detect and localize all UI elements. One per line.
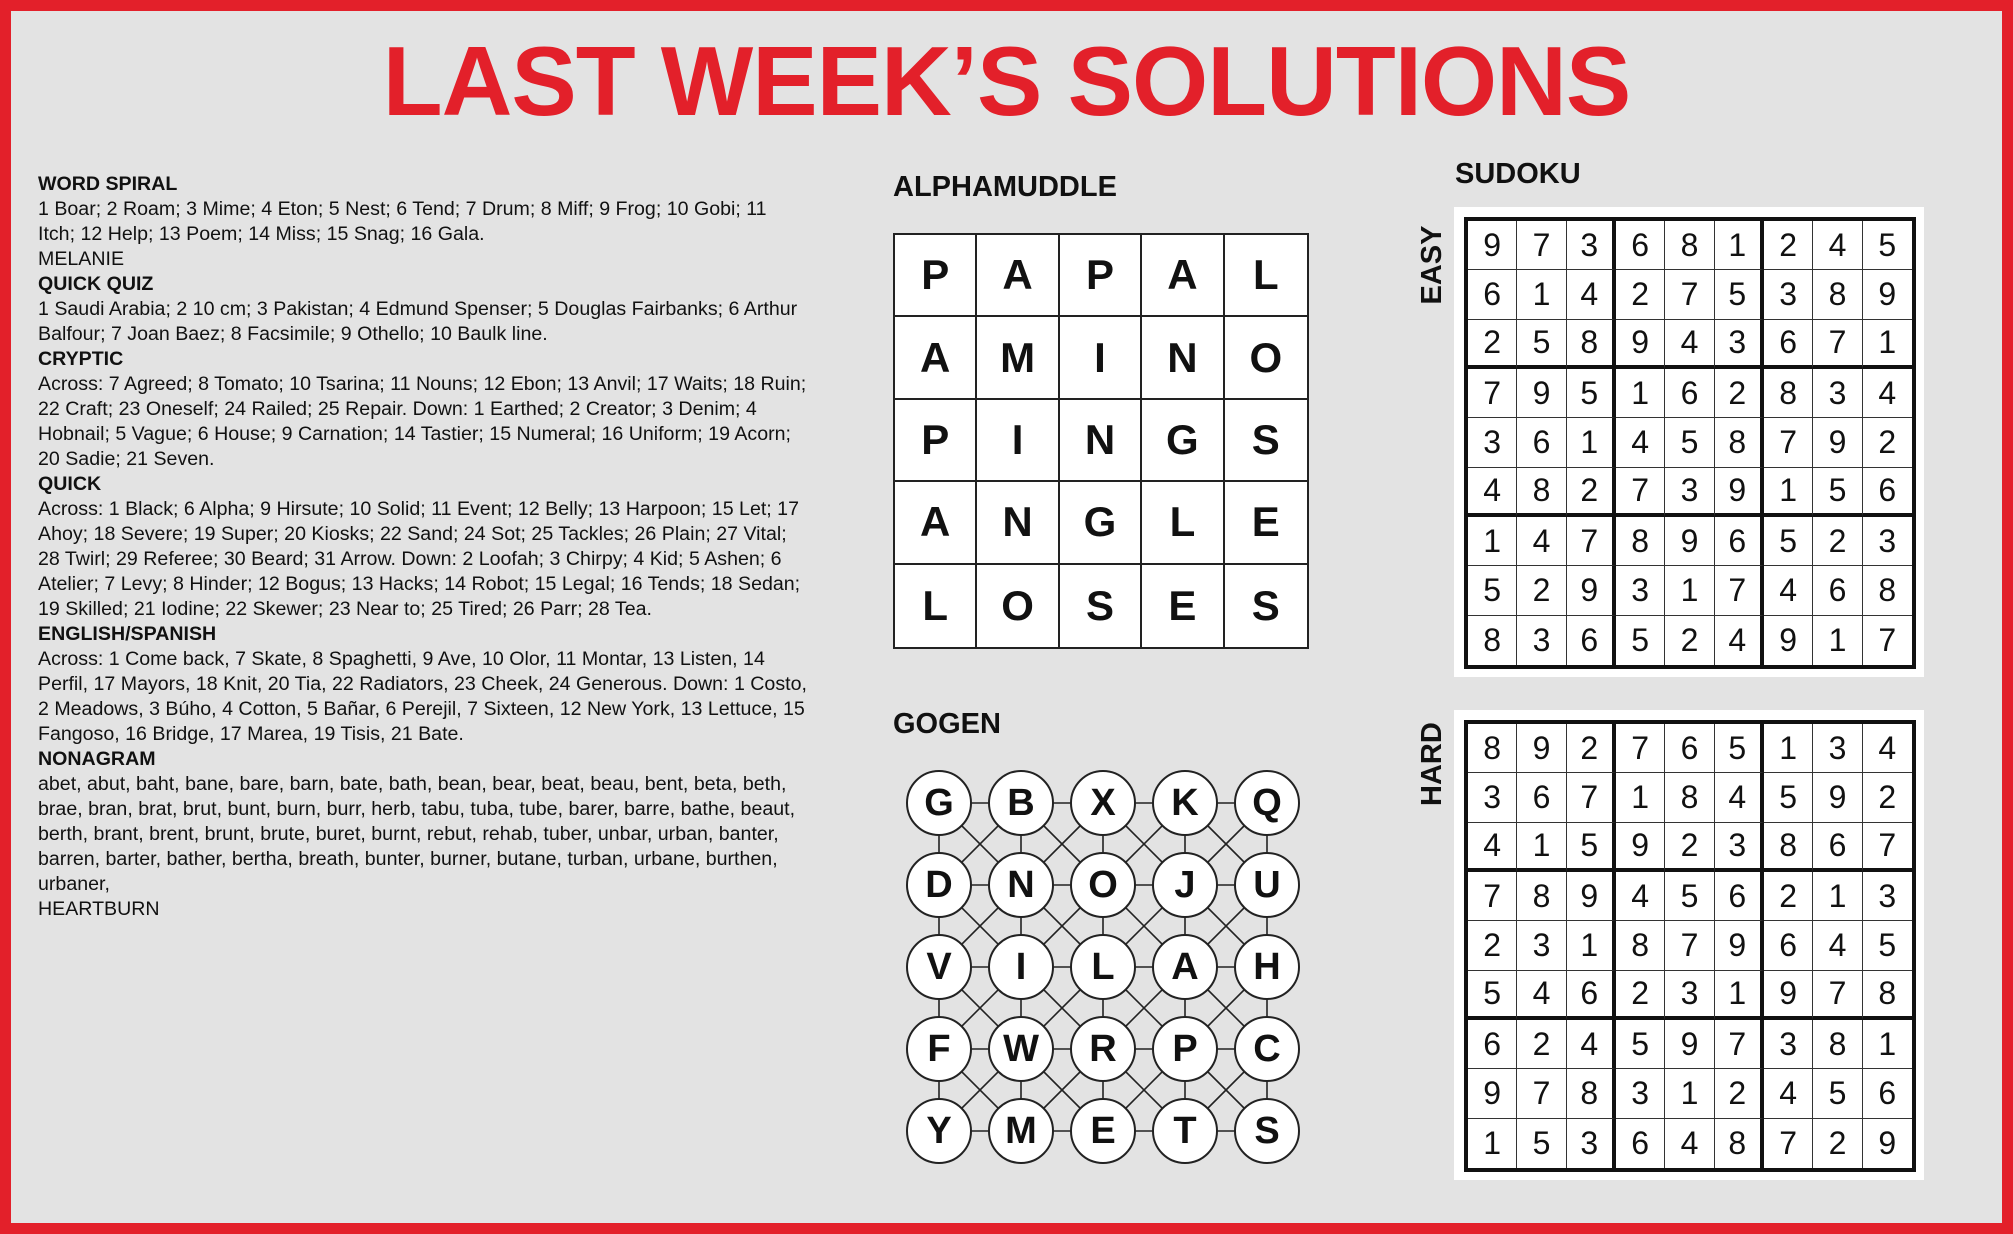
- sudoku-easy-cell: 4: [1567, 270, 1616, 319]
- sudoku-easy-cell: 5: [1517, 320, 1566, 369]
- alphamuddle-label: ALPHAMUDDLE: [893, 171, 1117, 203]
- section-heading: CRYPTIC: [38, 348, 124, 370]
- sudoku-hard-cell: 7: [1517, 1069, 1566, 1118]
- sudoku-hard-cell: 6: [1764, 921, 1813, 970]
- gogen-letter: Y: [926, 1109, 952, 1152]
- sudoku-easy-panel: [1454, 207, 1924, 677]
- gogen-letter: F: [927, 1027, 951, 1070]
- section-body: 1 Boar; 2 Roam; 3 Mime; 4 Eton; 5 Nest; 6 Tend; 7 Drum; 8 Miff; 9 Frog; 10 Gobi; 11 Itch; 12 Help; 13 Poem; 14 Miss; 15 Snag; 16 Gala.: [38, 198, 767, 245]
- sudoku-easy-cell: 1: [1468, 517, 1517, 566]
- sudoku-easy-cell: 6: [1715, 517, 1764, 566]
- section-body: Across: 1 Black; 6 Alpha; 9 Hirsute; 10 Solid; 11 Event; 12 Belly; 13 Harpoon; 15 Let; 17 Ahoy; 18 Severe; 19 Super; 20 Kiosks; 22 Sand; 24 Sot; 25 Tackles; 26 Plain; 27 Vital; 28 Twirl; 29 Referee; 30 Beard; 31 Arrow. Down: 2 Loofah; 3 Chirpy; 4 Kid; 5 Ashen; 6 Atelier; 7 Levy; 8 Hinder; 12 Bogus; 13 Hacks; 14 Robot; 15 Legal; 16 Tends; 18 Sedan; 19 Skilled; 21 Iodine; 22 Skewer; 23 Near to; 25 Tired; 26 Parr; 28 Tea.: [38, 498, 801, 620]
- sudoku-hard-cell: 1: [1715, 971, 1764, 1020]
- section-heading: WORD SPIRAL: [38, 173, 178, 195]
- sudoku-easy-cell: 3: [1468, 418, 1517, 467]
- sudoku-easy-cell: 3: [1616, 566, 1665, 615]
- section-heading: QUICK QUIZ: [38, 273, 154, 295]
- sudoku-hard-cell: 1: [1517, 823, 1566, 872]
- gogen-letter: H: [1253, 945, 1281, 988]
- alphamuddle-cell: E: [1142, 565, 1224, 647]
- sudoku-hard-cell: 6: [1863, 1069, 1912, 1118]
- alphamuddle-cell: G: [1142, 400, 1224, 482]
- sudoku-hard-cell: 7: [1863, 823, 1912, 872]
- gogen-letter: D: [925, 863, 953, 906]
- sudoku-hard-cell: 4: [1715, 773, 1764, 822]
- alphamuddle-cell: P: [1060, 235, 1142, 317]
- sudoku-hard-cell: 4: [1567, 1020, 1616, 1069]
- sudoku-easy-cell: 1: [1616, 369, 1665, 418]
- alphamuddle-cell: G: [1060, 482, 1142, 564]
- alphamuddle-cell: N: [1142, 317, 1224, 399]
- sudoku-hard-cell: 8: [1616, 921, 1665, 970]
- sudoku-easy-cell: 7: [1863, 616, 1912, 665]
- sudoku-easy-cell: 9: [1616, 320, 1665, 369]
- sudoku-hard-cell: 7: [1468, 872, 1517, 921]
- sudoku-easy-cell: 9: [1468, 221, 1517, 270]
- sudoku-easy-cell: 1: [1715, 221, 1764, 270]
- alphamuddle-cell: O: [977, 565, 1059, 647]
- alphamuddle-cell: N: [977, 482, 1059, 564]
- sudoku-easy-cell: 7: [1616, 468, 1665, 517]
- sudoku-easy-cell: 3: [1715, 320, 1764, 369]
- sudoku-hard-cell: 2: [1616, 971, 1665, 1020]
- sudoku-hard-cell: 7: [1665, 921, 1714, 970]
- sudoku-hard-cell: 8: [1665, 773, 1714, 822]
- sudoku-easy-cell: 6: [1616, 221, 1665, 270]
- gogen-letter: X: [1090, 781, 1116, 824]
- gogen-letter: K: [1171, 781, 1199, 824]
- sudoku-hard-cell: 3: [1468, 773, 1517, 822]
- sudoku-easy-cell: 5: [1567, 369, 1616, 418]
- gogen-letter: O: [1088, 863, 1118, 906]
- sudoku-hard-cell: 6: [1813, 823, 1862, 872]
- sudoku-hard-cell: 6: [1517, 773, 1566, 822]
- alphamuddle-cell: N: [1060, 400, 1142, 482]
- sudoku-hard-cell: 9: [1567, 872, 1616, 921]
- sudoku-easy-cell: 4: [1764, 566, 1813, 615]
- alphamuddle-grid: [893, 233, 1309, 649]
- sudoku-hard-cell: 4: [1863, 724, 1912, 773]
- sudoku-hard-cell: 1: [1567, 921, 1616, 970]
- sudoku-hard-cell: 2: [1863, 773, 1912, 822]
- section-heading: QUICK: [38, 473, 102, 495]
- gogen-letter: A: [1171, 945, 1199, 988]
- sudoku-easy-cell: 8: [1616, 517, 1665, 566]
- sudoku-hard-cell: 8: [1715, 1119, 1764, 1168]
- sudoku-easy-cell: 2: [1517, 566, 1566, 615]
- sudoku-hard-cell: 7: [1813, 971, 1862, 1020]
- sudoku-easy-cell: 9: [1517, 369, 1566, 418]
- sudoku-easy-cell: 9: [1863, 270, 1912, 319]
- sudoku-hard-cell: 2: [1468, 921, 1517, 970]
- section-answer: MELANIE: [38, 248, 125, 270]
- sudoku-easy-cell: 9: [1665, 517, 1714, 566]
- sudoku-easy-cell: 5: [1764, 517, 1813, 566]
- sudoku-hard-cell: 3: [1715, 823, 1764, 872]
- sudoku-easy-cell: 1: [1863, 320, 1912, 369]
- sudoku-easy-cell: 5: [1468, 566, 1517, 615]
- alphamuddle-cell: M: [977, 317, 1059, 399]
- sudoku-easy-cell: 2: [1715, 369, 1764, 418]
- gogen-letter: V: [926, 945, 952, 988]
- sudoku-easy-cell: 4: [1517, 517, 1566, 566]
- sudoku-easy-cell: 3: [1567, 221, 1616, 270]
- sudoku-easy-cell: 4: [1616, 418, 1665, 467]
- sudoku-easy-cell: 8: [1764, 369, 1813, 418]
- sudoku-easy-cell: 4: [1863, 369, 1912, 418]
- sudoku-hard-cell: 9: [1616, 823, 1665, 872]
- sudoku-easy-cell: 9: [1813, 418, 1862, 467]
- sudoku-hard-label: HARD: [1416, 722, 1448, 806]
- alphamuddle-cell: A: [977, 235, 1059, 317]
- sudoku-hard-cell: 2: [1813, 1119, 1862, 1168]
- sudoku-hard-cell: 2: [1764, 872, 1813, 921]
- gogen-letter: P: [1172, 1027, 1198, 1070]
- sudoku-easy-cell: 6: [1813, 566, 1862, 615]
- gogen-letter: W: [1003, 1027, 1039, 1070]
- gogen-letter: U: [1253, 863, 1281, 906]
- sudoku-easy-label: EASY: [1416, 225, 1448, 305]
- alphamuddle-cell: P: [895, 400, 977, 482]
- sudoku-hard-cell: 2: [1665, 823, 1714, 872]
- sudoku-hard-cell: 8: [1468, 724, 1517, 773]
- sudoku-easy-cell: 3: [1863, 517, 1912, 566]
- section-word-spiral: [38, 172, 808, 272]
- sudoku-easy-cell: 8: [1567, 320, 1616, 369]
- gogen-letter: C: [1253, 1027, 1281, 1070]
- alphamuddle-cell: S: [1225, 400, 1307, 482]
- section-heading: ENGLISH/SPANISH: [38, 623, 217, 645]
- gogen-letter: N: [1007, 863, 1035, 906]
- sudoku-hard-cell: 9: [1715, 921, 1764, 970]
- sudoku-easy-cell: 7: [1517, 221, 1566, 270]
- sudoku-hard-cell: 8: [1567, 1069, 1616, 1118]
- sudoku-hard-cell: 7: [1764, 1119, 1813, 1168]
- sudoku-easy-cell: 6: [1764, 320, 1813, 369]
- sudoku-easy-cell: 8: [1665, 221, 1714, 270]
- sudoku-hard-cell: 6: [1567, 971, 1616, 1020]
- sudoku-easy-cell: 4: [1468, 468, 1517, 517]
- sudoku-hard-cell: 8: [1863, 971, 1912, 1020]
- sudoku-hard-cell: 3: [1764, 1020, 1813, 1069]
- sudoku-hard-cell: 5: [1764, 773, 1813, 822]
- sudoku-hard-cell: 4: [1813, 921, 1862, 970]
- sudoku-easy-cell: 5: [1715, 270, 1764, 319]
- section-english-spanish: [38, 622, 808, 747]
- sudoku-hard-cell: 3: [1517, 921, 1566, 970]
- sudoku-easy-cell: 7: [1764, 418, 1813, 467]
- sudoku-easy-cell: 7: [1567, 517, 1616, 566]
- sudoku-hard-cell: 9: [1863, 1119, 1912, 1168]
- sudoku-hard-cell: 5: [1813, 1069, 1862, 1118]
- sudoku-easy-cell: 2: [1616, 270, 1665, 319]
- sudoku-easy-cell: 5: [1813, 468, 1862, 517]
- sudoku-hard-cell: 1: [1764, 724, 1813, 773]
- sudoku-hard-cell: 8: [1517, 872, 1566, 921]
- sudoku-easy-cell: 1: [1813, 616, 1862, 665]
- alphamuddle-cell: I: [977, 400, 1059, 482]
- section-answer: HEARTBURN: [38, 898, 160, 920]
- gogen-letter: B: [1007, 781, 1035, 824]
- sudoku-hard-cell: 1: [1813, 872, 1862, 921]
- sudoku-easy-cell: 8: [1813, 270, 1862, 319]
- gogen-letter: I: [1015, 945, 1027, 988]
- sudoku-hard-cell: 9: [1813, 773, 1862, 822]
- gogen-grid: [898, 762, 1308, 1172]
- alphamuddle-cell: A: [895, 317, 977, 399]
- sudoku-hard-cell: 5: [1665, 872, 1714, 921]
- sudoku-hard-cell: 5: [1468, 971, 1517, 1020]
- sudoku-easy-cell: 2: [1863, 418, 1912, 467]
- section-body: abet, abut, baht, bane, bare, barn, bate, bath, bean, bear, beat, beau, bent, beta, beth, brae, bran, brat, brut, bunt, burn, burr, herb, tabu, tuba, tube, barer, barre, bathe, beaut, berth, brant, brent, brunt, brute, buret, burnt, rebut, rehab, tuber, unbar, urban, banter, barren, barter, bather, bertha, breath, bunter, burner, butane, turban, urbane, burthen, urbaner,: [38, 773, 796, 895]
- section-heading: NONAGRAM: [38, 748, 156, 770]
- gogen-label: GOGEN: [893, 708, 1001, 740]
- sudoku-easy-cell: 9: [1715, 468, 1764, 517]
- alphamuddle-cell: S: [1060, 565, 1142, 647]
- sudoku-easy-cell: 3: [1813, 369, 1862, 418]
- sudoku-hard-cell: 5: [1863, 921, 1912, 970]
- sudoku-hard-cell: 1: [1616, 773, 1665, 822]
- sudoku-easy-cell: 9: [1567, 566, 1616, 615]
- sudoku-hard-cell: 1: [1468, 1119, 1517, 1168]
- alphamuddle-cell: I: [1060, 317, 1142, 399]
- gogen-letter: G: [924, 781, 954, 824]
- sudoku-easy-cell: 1: [1517, 270, 1566, 319]
- sudoku-hard-cell: 8: [1764, 823, 1813, 872]
- alphamuddle-cell: P: [895, 235, 977, 317]
- section-quick: [38, 472, 808, 622]
- sudoku-hard-cell: 6: [1468, 1020, 1517, 1069]
- sudoku-hard-cell: 4: [1764, 1069, 1813, 1118]
- section-nonagram: [38, 747, 808, 922]
- sudoku-easy-cell: 2: [1567, 468, 1616, 517]
- sudoku-hard-cell: 5: [1517, 1119, 1566, 1168]
- sudoku-easy-cell: 6: [1863, 468, 1912, 517]
- sudoku-easy-cell: 6: [1468, 270, 1517, 319]
- sudoku-easy-cell: 2: [1764, 221, 1813, 270]
- sudoku-easy-cell: 5: [1616, 616, 1665, 665]
- alphamuddle-cell: A: [895, 482, 977, 564]
- section-body: Across: 1 Come back, 7 Skate, 8 Spaghetti, 9 Ave, 10 Olor, 11 Montar, 13 Listen, 14 Perfil, 17 Mayors, 18 Knit, 20 Tia, 22 Radiators, 23 Cheek, 24 Generous. Down: 1 Costo, 2 Meadows, 3 Búho, 4 Cotton, 5 Bañar, 6 Perejil, 7 Sixteen, 12 New York, 13 Lettuce, 15 Fangoso, 16 Bridge, 17 Marea, 19 Tisis, 21 Bate.: [38, 648, 807, 745]
- sudoku-hard-cell: 9: [1764, 971, 1813, 1020]
- sudoku-easy-cell: 9: [1764, 616, 1813, 665]
- sudoku-hard-cell: 3: [1567, 1119, 1616, 1168]
- sudoku-easy-cell: 5: [1863, 221, 1912, 270]
- sudoku-easy-cell: 6: [1665, 369, 1714, 418]
- sudoku-hard-cell: 3: [1813, 724, 1862, 773]
- gogen-letter: L: [1091, 945, 1115, 988]
- alphamuddle-cell: S: [1251, 581, 1280, 629]
- gogen-letter: S: [1254, 1109, 1280, 1152]
- sudoku-hard-cell: 5: [1567, 823, 1616, 872]
- gogen-letter: R: [1089, 1027, 1117, 1070]
- sudoku-hard-cell: 5: [1616, 1020, 1665, 1069]
- sudoku-hard-cell: 4: [1468, 823, 1517, 872]
- sudoku-easy-grid: [1464, 217, 1916, 669]
- sudoku-hard-cell: 6: [1715, 872, 1764, 921]
- sudoku-easy-cell: 7: [1468, 369, 1517, 418]
- sudoku-hard-cell: 4: [1665, 1119, 1714, 1168]
- sudoku-easy-cell: 6: [1517, 418, 1566, 467]
- sudoku-hard-cell: 2: [1567, 724, 1616, 773]
- page-title: LAST WEEK’S SOLUTIONS: [382, 26, 1631, 136]
- gogen-letter: E: [1090, 1109, 1116, 1152]
- sudoku-hard-cell: 3: [1863, 872, 1912, 921]
- sudoku-hard-cell: 6: [1616, 1119, 1665, 1168]
- alphamuddle-cell: A: [1142, 235, 1224, 317]
- sudoku-hard-cell: 9: [1468, 1069, 1517, 1118]
- sudoku-hard-cell: 2: [1517, 1020, 1566, 1069]
- sudoku-label: SUDOKU: [1455, 158, 1581, 190]
- alphamuddle-cell: O: [1225, 317, 1307, 399]
- sudoku-hard-cell: 4: [1517, 971, 1566, 1020]
- sudoku-easy-cell: 4: [1813, 221, 1862, 270]
- section-quick-quiz: [38, 272, 808, 347]
- alphamuddle-cell: E: [1225, 482, 1307, 564]
- sudoku-easy-cell: 8: [1517, 468, 1566, 517]
- sudoku-hard-panel: [1454, 710, 1924, 1180]
- sudoku-hard-grid: [1464, 720, 1916, 1172]
- sudoku-hard-cell: 9: [1517, 724, 1566, 773]
- sudoku-hard-cell: 6: [1665, 724, 1714, 773]
- sudoku-hard-cell: 5: [1715, 724, 1764, 773]
- sudoku-easy-cell: 2: [1468, 320, 1517, 369]
- section-body: Across: 7 Agreed; 8 Tomato; 10 Tsarina; 11 Nouns; 12 Ebon; 13 Anvil; 17 Waits; 18 Ruin; 22 Craft; 23 Oneself; 24 Railed; 25 Repair. Down: 1 Earthed; 2 Creator; 3 Denim; 4 Hobnail; 5 Vague; 6 House; 9 Carnation; 14 Tastier; 15 Numeral; 16 Uniform; 19 Acorn; 20 Sadie; 21 Seven.: [38, 373, 807, 470]
- alphamuddle-cell: L: [1142, 482, 1224, 564]
- gogen-letter: Q: [1252, 781, 1282, 824]
- solutions-text-column: [38, 172, 808, 922]
- sudoku-easy-cell: 1: [1665, 566, 1714, 615]
- sudoku-easy-cell: 5: [1665, 418, 1714, 467]
- section-cryptic: [38, 347, 808, 472]
- section-body: 1 Saudi Arabia; 2 10 cm; 3 Pakistan; 4 Edmund Spenser; 5 Douglas Fairbanks; 6 Arthur Balfour; 7 Joan Baez; 8 Facsimile; 9 Othello; 10 Baulk line.: [38, 298, 798, 345]
- sudoku-easy-cell: 8: [1863, 566, 1912, 615]
- sudoku-easy-cell: 3: [1764, 270, 1813, 319]
- sudoku-easy-cell: 2: [1665, 616, 1714, 665]
- sudoku-easy-cell: 7: [1813, 320, 1862, 369]
- sudoku-easy-cell: 6: [1567, 616, 1616, 665]
- gogen-letter: M: [1005, 1109, 1037, 1152]
- sudoku-easy-cell: 1: [1764, 468, 1813, 517]
- sudoku-easy-cell: 4: [1665, 320, 1714, 369]
- sudoku-easy-cell: 7: [1665, 270, 1714, 319]
- sudoku-hard-cell: 1: [1665, 1069, 1714, 1118]
- sudoku-hard-cell: 8: [1813, 1020, 1862, 1069]
- sudoku-hard-cell: 2: [1715, 1069, 1764, 1118]
- gogen-letter: J: [1174, 863, 1196, 906]
- gogen-letter: T: [1173, 1109, 1197, 1152]
- sudoku-hard-cell: 9: [1665, 1020, 1714, 1069]
- sudoku-easy-cell: 2: [1813, 517, 1862, 566]
- sudoku-easy-cell: 8: [1468, 616, 1517, 665]
- sudoku-easy-cell: 3: [1665, 468, 1714, 517]
- sudoku-hard-cell: 7: [1616, 724, 1665, 773]
- sudoku-hard-cell: 4: [1616, 872, 1665, 921]
- sudoku-hard-cell: 3: [1665, 971, 1714, 1020]
- sudoku-easy-cell: 3: [1517, 616, 1566, 665]
- alphamuddle-cell: L: [1225, 235, 1307, 317]
- sudoku-hard-cell: 7: [1567, 773, 1616, 822]
- sudoku-hard-cell: 1: [1863, 1020, 1912, 1069]
- alphamuddle-cell: L: [895, 565, 977, 647]
- sudoku-easy-cell: 4: [1715, 616, 1764, 665]
- sudoku-easy-cell: 8: [1715, 418, 1764, 467]
- sudoku-hard-cell: 7: [1715, 1020, 1764, 1069]
- sudoku-easy-cell: 7: [1715, 566, 1764, 615]
- sudoku-hard-cell: 3: [1616, 1069, 1665, 1118]
- sudoku-easy-cell: 1: [1567, 418, 1616, 467]
